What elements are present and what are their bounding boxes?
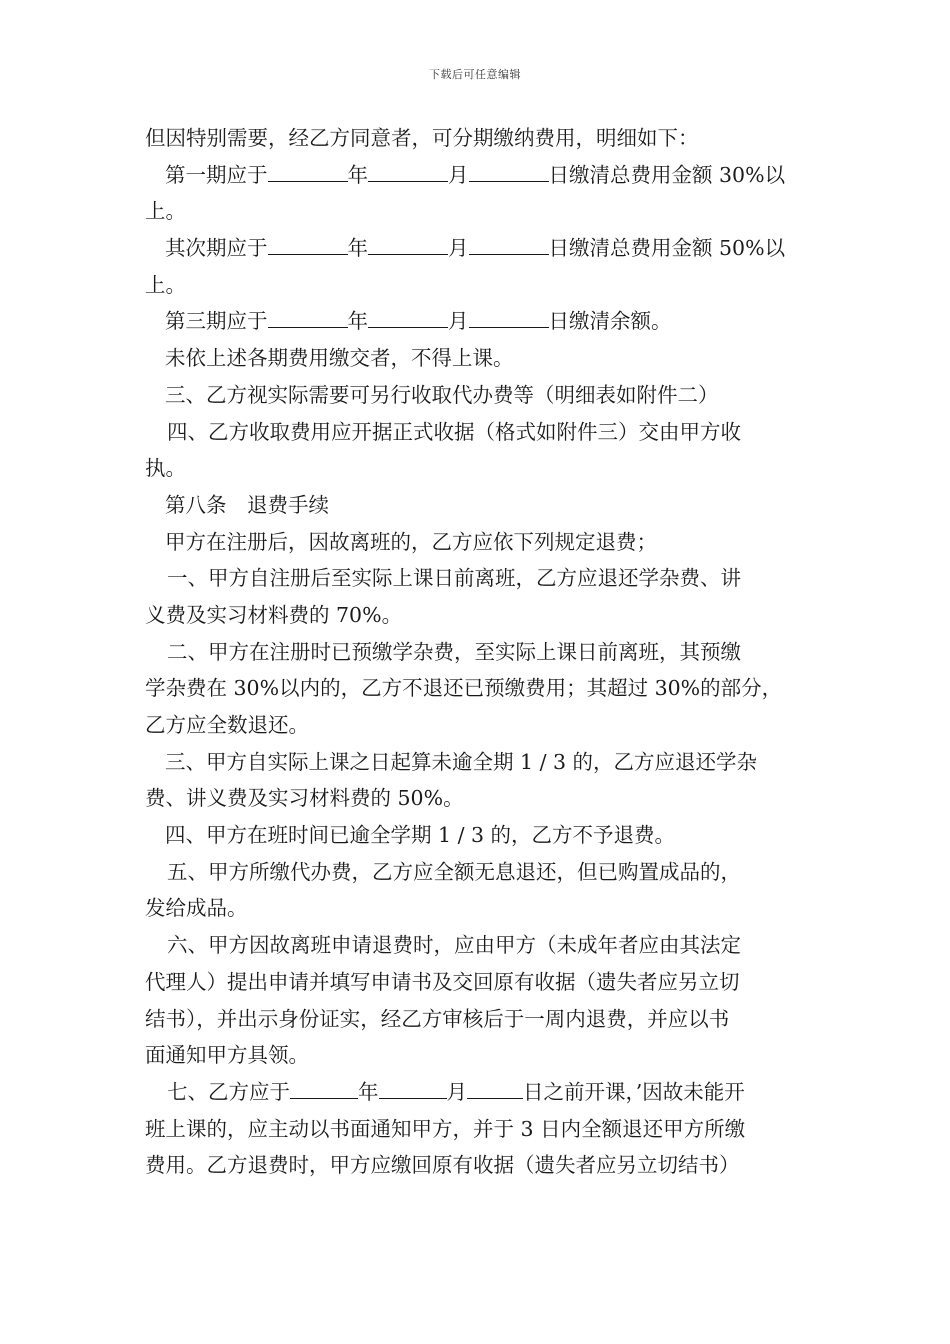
text-segment: 七、乙方应于: [167, 1079, 290, 1104]
text-segment: 年: [347, 162, 368, 187]
blank-year: [268, 232, 348, 255]
installment-line-2: [145, 230, 810, 267]
document-body: [145, 120, 810, 1184]
blank-day: [469, 159, 549, 182]
text-line: 六、甲方因故离班申请退费时，应由甲方（未成年者应由其法定: [167, 933, 741, 958]
text-line: 甲方在注册后，因故离班的，乙方应依下列规定退费；: [165, 529, 657, 554]
section-heading: 第八条 退费手续: [165, 492, 329, 517]
text-line: 三、乙方视实际需要可另行收取代办费等（明细表如附件二）: [165, 382, 719, 407]
text-segment: 日缴清余额。: [548, 309, 672, 334]
blank-year: [290, 1076, 358, 1099]
blank-day: [469, 232, 549, 255]
text-line: 上。: [145, 272, 186, 297]
text-line: 一、甲方自注册后至实际上课日前离班，乙方应退还学杂费、讲: [167, 566, 741, 591]
text-line: 上。: [145, 199, 186, 224]
text-line: 但因特别需要，经乙方同意者，可分期缴纳费用，明细如下：: [145, 126, 699, 150]
text-line: 费用。乙方退费时，甲方应缴回原有收据（遗失者应另立切结书）: [145, 1153, 740, 1178]
text-line: 乙方应全数退还。: [145, 713, 309, 737]
text-segment: 其次期应于: [165, 236, 268, 261]
text-line: 义费及实习材料费的 70%。: [145, 602, 403, 627]
blank-day: [469, 305, 549, 328]
text-line: 费、讲义费及实习材料费的 50%。: [145, 786, 464, 811]
text-line: 班上课的，应主动以书面通知甲方，并于 3 日内全额退还甲方所缴: [145, 1116, 746, 1141]
installment-line-1: [145, 157, 810, 194]
installment-line-3: [145, 303, 810, 340]
text-segment: 月: [448, 162, 469, 187]
text-line: 面通知甲方具领。: [145, 1043, 309, 1068]
text-segment: 日缴清总费用金额 30%以: [548, 162, 786, 187]
text-segment: 年: [347, 236, 368, 261]
text-line: 五、甲方所缴代办费，乙方应全额无息退还，但已购置成品的，: [167, 859, 741, 884]
text-line: 代理人）提出申请并填写申请书及交回原有收据（遗失者应另立切: [145, 969, 740, 994]
text-segment: 年: [347, 309, 368, 334]
text-segment: 年: [358, 1079, 379, 1104]
blank-year: [268, 159, 348, 182]
text-line: 执。: [145, 456, 186, 481]
text-line: 未依上述各期费用缴交者，不得上课。: [165, 346, 514, 371]
text-segment: 第一期应于: [165, 162, 268, 187]
blank-year: [268, 305, 348, 328]
blank-month: [368, 305, 448, 328]
text-segment: 日之前开课，’因故未能开: [523, 1079, 745, 1104]
text-segment: 月: [446, 1079, 467, 1104]
blank-month: [379, 1076, 447, 1099]
blank-day: [467, 1076, 523, 1099]
text-line: 三、甲方自实际上课之日起算未逾全期 1 / 3 的，乙方应退还学杂: [165, 749, 758, 774]
text-segment: 日缴清总费用金额 50%以: [548, 236, 786, 261]
text-line: 学杂费在 30%以内的，乙方不退还已预缴费用；其超过 30%的部分，: [145, 676, 783, 701]
text-line: 四、乙方收取费用应开据正式收据（格式如附件三）交由甲方收: [167, 419, 741, 444]
text-segment: 第三期应于: [165, 309, 268, 334]
text-line: 二、甲方在注册时已预缴学杂费，至实际上课日前离班，其预缴: [167, 639, 741, 664]
text-segment: 月: [448, 309, 469, 334]
course-start-line: [145, 1074, 810, 1111]
text-line: 四、甲方在班时间已逾全学期 1 / 3 的，乙方不予退费。: [165, 823, 676, 848]
blank-month: [368, 159, 448, 182]
text-line: 发给成品。: [145, 896, 248, 921]
text-segment: 月: [448, 236, 469, 261]
page-header: 下载后可任意编辑: [429, 68, 521, 81]
blank-month: [368, 232, 448, 255]
text-line: 结书），并出示身份证实，经乙方审核后于一周内退费，并应以书: [145, 1006, 730, 1031]
